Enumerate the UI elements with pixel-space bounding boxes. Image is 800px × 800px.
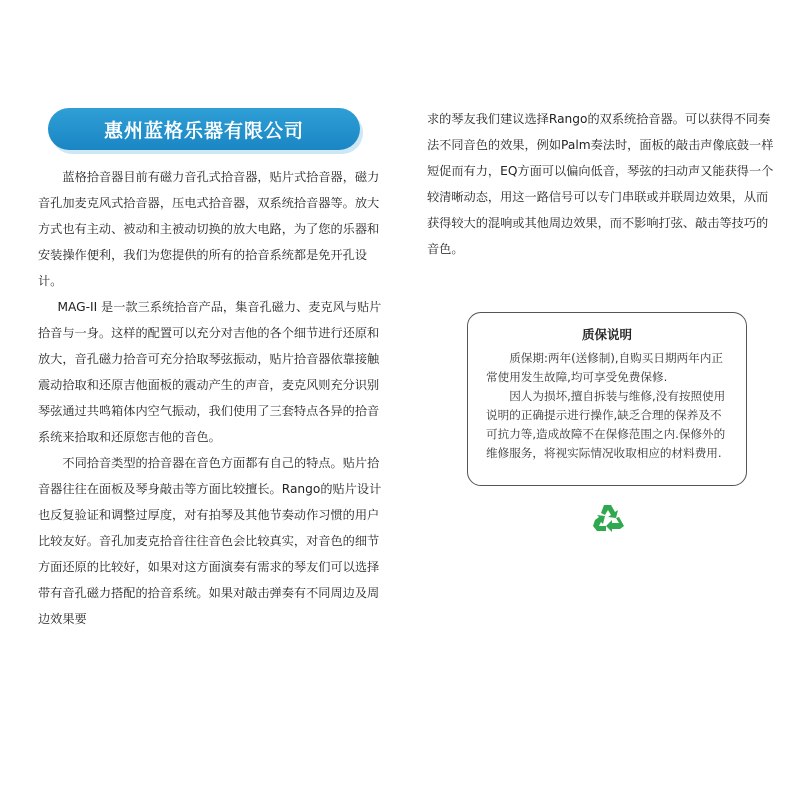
left-column — [38, 164, 388, 632]
dual-system-paragraph: 求的琴友我们建议选择Rango的双系统拾音器。可以获得不同奏法不同音色的效果，例如Palm奏法时，面板的敲击声像底鼓一样短促而有力，EQ方面可以偏向低音，琴弦的扫动声又能获得一个较清晰动态，用这一路信号可以专门串联或并联周边效果，从而获得较大的混响或其他周边效果，而不影响打弦、敲击等技巧的音色。 — [427, 112, 774, 256]
warranty-box — [467, 312, 747, 486]
recycle-icon — [591, 502, 627, 534]
right-column — [427, 106, 777, 262]
warranty-title: 质保说明 — [581, 327, 632, 342]
warranty-exclusions-text: 因人为损坏,擅自拆装与维修,没有按照使用说明的正确提示进行操作,缺乏合理的保养及不可抗力等,造成故障不在保修范围之内.保修外的维修服务，将视实际情况收取相应的材料费用. — [486, 389, 726, 460]
company-name: 惠州蓝格乐器有限公司 — [103, 119, 304, 142]
warranty-period-text: 质保期:两年(送修制),自购买日期两年内正常使用发生故障,均可享受免费保修. — [486, 351, 723, 384]
company-banner — [48, 108, 360, 150]
pickup-types-paragraph: 蓝格拾音器目前有磁力音孔式拾音器，贴片式拾音器，磁力音孔加麦克风式拾音器，压电式拾音器，双系统拾音器等。放大方式也有主动、被动和主被动切换的放大电路，为了您的乐器和安装操作便利，我们为您提供的所有的拾音系统都是免开孔设计。 — [38, 170, 380, 288]
mag-ii-paragraph: MAG-II 是一款三系统拾音产品，集音孔磁力、麦克风与贴片拾音与一身。这样的配置可以充分对吉他的各个细节进行还原和放大，音孔磁力拾音可充分拾取琴弦振动，贴片拾音器依靠接触震动拾取和还原吉他面板的震动产生的声音，麦克风则充分识别琴弦通过共鸣箱体内空气振动，我们使用了三套特点各异的拾音系统来拾取和还原您吉他的音色。 — [38, 300, 382, 444]
tone-characteristics-paragraph: 不同拾音类型的拾音器在音色方面都有自己的特点。贴片拾音器往往在面板及琴身敲击等方面比较擅长。Rango的贴片设计也反复验证和调整过厚度，对有拍琴及其他节奏动作习惯的用户比较友好。音孔加麦克拾音往往音色会比较真实，对音色的细节方面还原的比较好，如果对这方面演奏有需求的琴友们可以选择带有音孔磁力搭配的拾音系统。如果对敲击弹奏有不同周边及周边效果要 — [38, 456, 382, 626]
